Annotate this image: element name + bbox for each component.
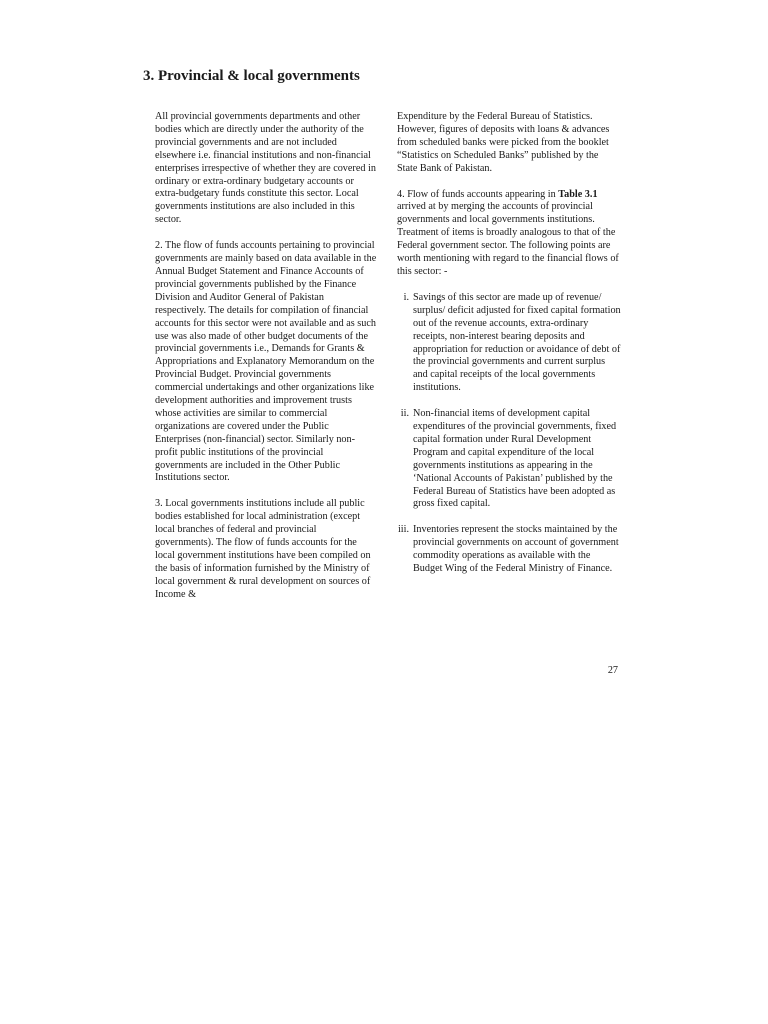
list-item: [397, 408, 621, 511]
list-item: [397, 524, 621, 576]
paragraph-flow-of-funds-start: 4. Flow of funds accounts appearing in: [397, 188, 559, 200]
list-item-text: Non-financial items of development capital expenditures of the provincial governments, fixed capital formation under Rural Development Program and capital expenditure of the local governments institutions as appearing in the ‘National Accounts of Pakistan’ published by the Federal Bureau of Statistics have been adopted as gross fixed capital.: [413, 408, 617, 510]
paragraph-data-sources: 2. The flow of funds accounts pertaining to provincial governments are mainly based on data available in the Annual Budget Statement and Finance Accounts of provincial governments published by the Finance Division and Auditor General of Pakistan respectively. The details for compilation of financial accounts for this sector were not available and as such use was also made of other budget documents of the provincial governments i.e., Demands for Grants & Appropriations and Explanatory Memorandum on the Provincial Budget. Provincial governments commercial undertakings and other organizations like development authorities and improvement trusts whose activities are similar to commercial organizations are covered under the Public Enterprises (non-financial) sector. Similarly non-profit public institutions of the provincial governments are included in the Other Public Institutions sector.: [155, 240, 377, 484]
right-column: [397, 111, 621, 589]
paragraph-local-governments: 3. Local governments institutions include all public bodies established for local administration (except local branches of federal and provincial governments). The flow of funds accounts for the local government institutions have been compiled on the basis of information furnished by the Ministry of local government & rural development on sources of Income &: [155, 498, 371, 600]
paragraph-continuation: Expenditure by the Federal Bureau of Statistics. However, figures of deposits with loans & advances from scheduled banks were picked from the booklet “Statistics on Scheduled Banks” published by the State Bank of Pakistan.: [397, 111, 610, 174]
points-list: [397, 292, 621, 576]
paragraph-flow-of-funds: [397, 189, 621, 279]
left-column: [155, 111, 377, 615]
list-item-text: Savings of this sector are made up of revenue/ surplus/ deficit adjusted for fixed capital formation out of the revenue accounts, extra-ordinary receipts, non-interest bearing deposits and appropriation for reduction or avoidance of debt of the provincial governments and current surplus and capital receipts of the local governments institutions.: [413, 291, 621, 394]
list-item-number: iii.: [397, 524, 409, 536]
paragraph-sector-definition: All provincial governments departments and other bodies which are directly under the authority of the provincial governments and are not included elsewhere i.e. financial institutions and non-financial enterprises irrespective of whether they are covered in ordinary or extra-ordinary budgetary accounts or extra-budgetary funds constitute this sector. Local governments institutions are also included in this sector.: [155, 111, 376, 226]
list-item-number: ii.: [400, 408, 409, 420]
paragraph-flow-of-funds-end: arrived at by merging the accounts of provincial governments and local governments institutions. Treatment of items is broadly analogous to that of the Federal government sector. The following points are worth mentioning with regard to the financial flows of this sector: -: [397, 201, 619, 277]
list-item-number: i.: [403, 291, 409, 303]
table-reference: Table 3.1: [558, 188, 598, 200]
list-item: [397, 292, 621, 395]
page-title: 3. Provincial & local governments: [143, 68, 360, 84]
page-number: 27: [607, 665, 618, 676]
list-item-text: Inventories represent the stocks maintained by the provincial governments on account of government commodity operations as available with the Budget Wing of the Federal Ministry of Finance.: [413, 524, 619, 575]
